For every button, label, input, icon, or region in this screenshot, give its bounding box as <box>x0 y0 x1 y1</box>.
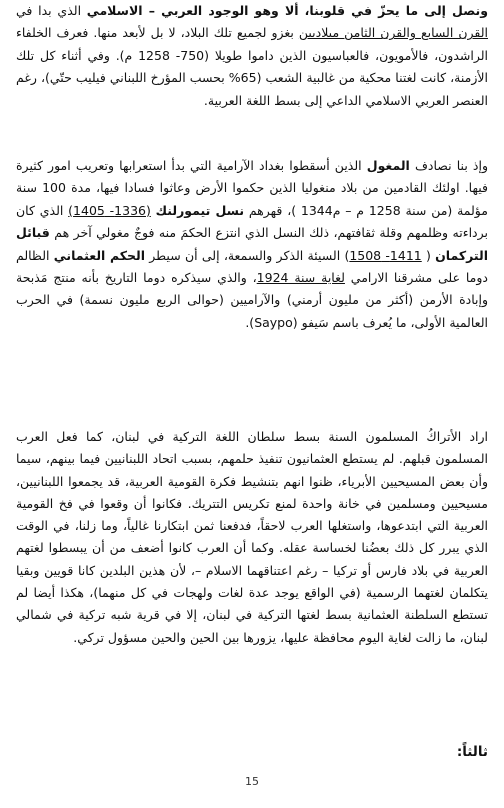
paragraph-arab-islamic-presence <box>16 0 488 112</box>
underlined-text: القرن السابع والقرن الثامن ميلاديين <box>298 25 488 41</box>
paragraph-text: الذي بدا في <box>16 3 87 18</box>
paragraph-text: الظالم دوما على مشرقنا الارامي <box>16 247 488 286</box>
paragraph-text: الذين أسقطوا بغداد الآرامية التي بدأ استعرابها وتعريب امور كثيرة فيها. اولئك القادمين من بلاد منغوليا الذين حكموا الأرض وعاثوا فسادا فيها، مدة 100 سنة مؤلمة (من سنة 1258 م – م1344 )، قهرهم <box>16 158 488 218</box>
paragraph-text: الذي كان برداءته وظلمهم وقلة ثقافتهم، ذلك النسل الذي انتزع الحكمَ منه فوجٌ مغولي آخر هم <box>16 202 488 241</box>
underlined-text: 1411- 1508 <box>349 247 422 263</box>
bold-text: المغول <box>366 158 410 173</box>
page-number: 15 <box>245 775 259 788</box>
bold-text: الحكم العثماني <box>53 247 146 263</box>
paragraph-turkish-language <box>16 426 488 649</box>
bold-text: قبائل التركمان <box>16 225 489 263</box>
paragraph-text: اراد الأتراكُ المسلمون السنة بسط سلطان اللغة التركية في لبنان، كما فعل العرب المسلمون قبلهم. لم يستطع العثمانيون تنفيذ حلمهم، بسبب اتحاد اللبنانيين فيما بينهم، سيما وأن بعض المسيحيين الأبرياء، ظنوا انهم بتنشيط فكرة القومية العربية، قد يجمعوا اللبنانيين، مسيحيين ومسلمين في خانة واحدة لمنع تكريس التتريك. فكانوا أن وقعوا في فخ القومية العربية التي ابتدعوها، واستغلها العرب لاحقاً، فدفعنا ثمن ابتكارنا غالياً، وما زلنا، في الوقت الذي يبرر كل ذلك بعضُنا لخساسة عقله. وكما أن العرب كانوا أضعف من أن يبسطوا لغتهم العربية في بلاد فارس أو تركيا – رغم اعتناقهما الاسلام –، لأن هذين البلدين كانا قويين وبقيا يتكلمان لغتهما الرسمية (في الواقع يوجد عدة لغات ولهجات في كل منهما)، هكذا أيضا لم تستطع السلطنة العثمانية بسط لغتها التركية في لبنان، إلا في قرية شبه تركية في شمالي لبنان، ما زالت لغاية اليوم محافظة عليها، يزورها بين الحين والحين مسؤول تركي. <box>16 429 488 645</box>
paragraph-text: ( <box>421 247 436 263</box>
paragraph-text: بغزو لجميع تلك البلاد، لا بل لأبعد منها. فعرف الخلفاء الراشدون، فالأمويون، فالعباسيون الذين داموا طويلا (750- 1258 م). وفي أثناء كل تلك الأزمنة، كانت لغتنا محكية من غالبية الشعب (65% بحسب المؤرخ اللبناني فيليب حتّي)، رغم العنصر العربي الاسلامي الداعي إلى بسط اللغة العربية. <box>16 25 489 108</box>
paragraph-text: ، والذي سيذكره دوما التاريخ بأنه منتج مَذبحة وإبادة الأرمن (أكثر من مليون أرمني) والآراميين (حوالى الربع مليون نسمة) في الحرب العالمية الأولى، ما يُعرف باسم سَيفو (Saypo). <box>16 270 488 330</box>
section-heading: ثالثاً: <box>456 744 488 760</box>
paragraph-text: ) السيئة الذكر والسمعة، إلى أن سيطر <box>145 247 350 263</box>
underlined-text: لغاية سنة 1924 <box>256 270 345 286</box>
underlined-text: (1336- 1405) <box>68 202 151 218</box>
paragraph-mongols-ottomans <box>16 155 488 334</box>
paragraph-text: وإذ بنا نصادف <box>409 158 488 173</box>
bold-text: نسل تيمورلنك <box>155 202 245 218</box>
bold-text: ونصل إلى ما يحزّ في قلوبنا، ألا وهو الوجود العربي – الاسلامي <box>86 3 488 18</box>
